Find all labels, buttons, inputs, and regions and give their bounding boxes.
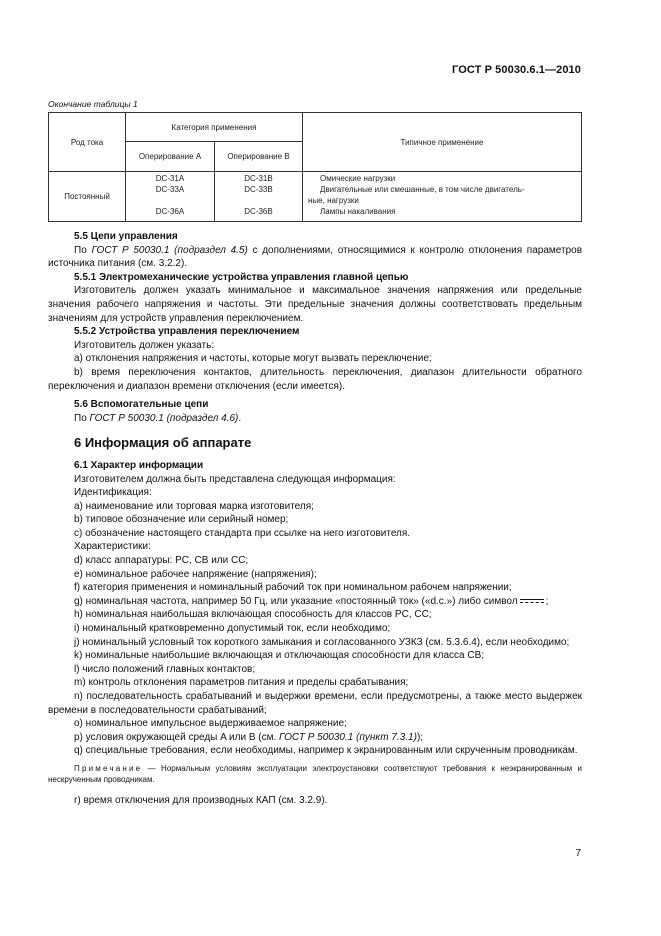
table-cell-value: DC-36B	[244, 207, 273, 216]
list-item: k) номинальные наибольшие включающая и отключающая способности для класса CB;	[74, 650, 485, 662]
table-cell-value: DC-36A	[155, 207, 185, 216]
table-cell-value: DC-31B	[244, 174, 273, 183]
cell-operation-b-values	[215, 172, 303, 222]
section-5-6-title: 5.6 Вспомогательные цепи	[74, 399, 209, 411]
usage-line: ные, нагрузки	[308, 196, 359, 205]
note	[48, 763, 582, 786]
table-caption: Окончание таблицы 1	[48, 99, 138, 109]
standard-header: ГОСТ Р 50030.6.1—2010	[452, 64, 581, 76]
list-item: f) категория применения и номинальный рабочий ток при номинальном рабочем напряжении;	[74, 582, 512, 594]
list-item: e) номинальное рабочее напряжение (напряжения);	[74, 568, 317, 580]
list-item: a) наименование или торговая марка изготовителя;	[74, 500, 314, 512]
header-category: Категория применения	[126, 113, 303, 142]
note-label: Примечание	[74, 763, 143, 773]
list-item: n) последовательность срабатываний и выдержки времени, если предусмотрены, а также место выдержек времени в последовательности срабатываний;	[48, 691, 582, 716]
usage-line: Лампы накаливания	[320, 207, 396, 216]
list-item-a: a) отклонения напряжения и частоты, которые могут вызвать переключение;	[74, 353, 432, 365]
table-cell-value: DC-33B	[244, 185, 273, 194]
section-6-1-intro: Изготовителем должна быть представлена следующая информация:	[74, 473, 396, 485]
list-item: c) обозначение настоящего стандарта при ссылке на него изготовителя.	[74, 527, 411, 539]
list-item: i) номинальный кратковременно допустимый ток, если необходимо;	[74, 623, 391, 635]
list-item: m) контроль отклонения параметров питания и пределы срабатывания;	[74, 677, 409, 689]
section-5-5-title: 5.5 Цепи управления	[74, 231, 178, 242]
characteristics-label: Характеристики:	[74, 541, 151, 553]
identification-label: Идентификация:	[74, 487, 152, 499]
list-item-g: g) номинальная частота, например 50 Гц, или указание «постоянный ток» («d.c.») либо символ ;	[74, 595, 549, 607]
section-6-1-title: 6.1 Характер информации	[74, 459, 204, 471]
header-operation-a: Оперирование А	[126, 142, 215, 172]
list-item: q) специальные требования, если необходимы, например к экранированным или скрученным проводникам.	[74, 745, 578, 757]
section-5-5-1-title: 5.5.1 Электромеханические устройства управления главной цепью	[74, 271, 409, 283]
list-item: d) класс аппаратуры: PC, CB или CC;	[74, 555, 249, 567]
list-item: h) номинальная наибольшая включающая способность для классов PC, CC;	[74, 609, 432, 621]
list-item: b) типовое обозначение или серийный номер;	[74, 514, 289, 526]
header-typical-usage: Типичное применение	[303, 113, 582, 172]
section-5-5-1-text: Изготовитель должен указать минимальное и максимальное значения напряжения или предельные значения рабочего напряжения и частоты. Эти предельные значения должны соответствовать предельным значениям для устройств управления переключением.	[48, 285, 582, 324]
document-body	[48, 230, 582, 808]
usage-line: Омические нагрузки	[320, 174, 396, 183]
header-operation-b: Оперирование В	[215, 142, 303, 172]
list-item: l) число положений главных контактов;	[74, 663, 256, 675]
list-item: r) время отключения для производных КАП (см. 3.2.9).	[74, 794, 328, 806]
list-item: j) номинальный условный ток короткого замыкания и согласованного УЗКЗ (см. 5.3.6.4), если необходимо;	[74, 636, 570, 648]
list-item-b: b) время переключения контактов, длительность переключения, диапазон длительности обратного переключения и диапазон времени отключения (если имеется).	[48, 366, 582, 392]
cell-typical-usage	[303, 172, 582, 222]
direct-current-symbol-icon	[520, 599, 544, 603]
cell-operation-a-values	[126, 172, 215, 222]
section-5-5-2-title: 5.5.2 Устройства управления переключением	[74, 326, 300, 338]
section-6-title: 6 Информация об аппарате	[74, 435, 252, 451]
section-5-5-2-intro: Изготовитель должен указать:	[74, 339, 215, 351]
note-text: — Нормальным условиям эксплуатации электроустановки соответствуют требования к неэкранированным и нескрученным проводникам.	[48, 763, 582, 785]
table-cell-value: DC-31A	[155, 174, 185, 183]
usage-line: Двигательные или смешанные, в том числе двигатель-	[320, 185, 525, 194]
section-5-5-text: По ГОСТ Р 50030.1 (подраздел 4.5) с дополнениями, относящимися к контролю отклонения параметров источника питания (см. 3.2.2).	[48, 244, 583, 270]
application-category-table	[48, 112, 582, 222]
table-cell-value: DC-33A	[155, 185, 185, 194]
list-item: o) номинальное импульсное выдерживаемое напряжение;	[74, 718, 347, 730]
page-number: 7	[575, 848, 581, 859]
section-5-6-text: По ГОСТ Р 50030.1 (подраздел 4.6).	[74, 412, 242, 424]
header-current-type: Род тока	[49, 113, 126, 172]
cell-current-type: Постоянный	[49, 172, 126, 222]
list-item-p: p) условия окружающей среды A или B (см. ГОСТ Р 50030.1 (пункт 7.3.1));	[74, 731, 424, 743]
